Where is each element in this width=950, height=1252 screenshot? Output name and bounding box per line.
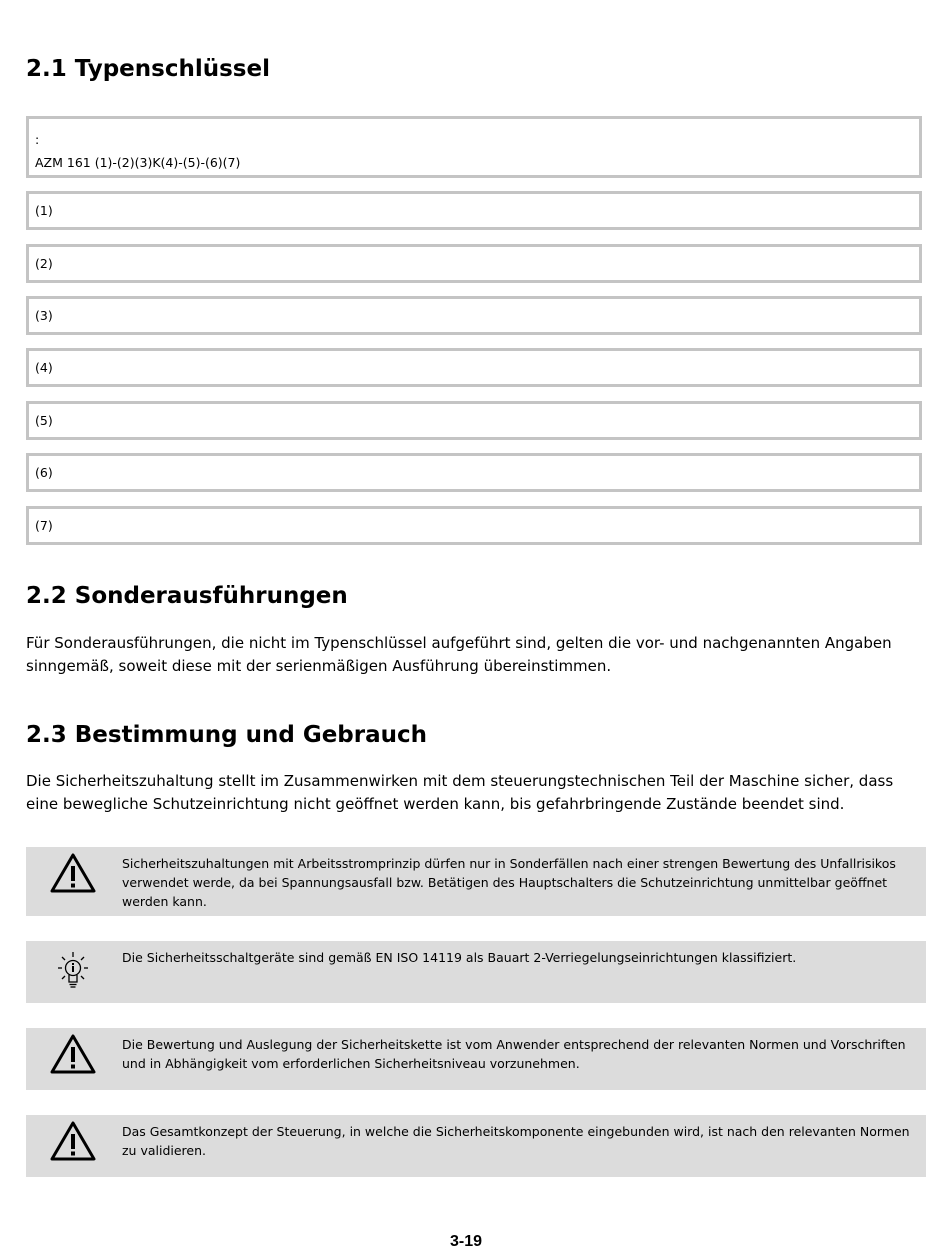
info-bulb-icon — [50, 949, 96, 991]
page-number: 3-19 — [449, 1233, 483, 1250]
order-code-box — [26, 116, 922, 178]
section-heading-intended-use: 2.3 Bestimmung und Gebrauch — [26, 722, 428, 748]
section-heading-special-versions: 2.2 Sonderausführungen — [26, 583, 348, 609]
special-versions-paragraph — [26, 632, 926, 678]
note-line: Die Sicherheitsschaltgeräte sind gemäß EN ISO 14119 als Bauart 2-Verriegelungseinrichtungen klassifiziert. — [122, 950, 797, 965]
type-key-position-2: (2) — [26, 244, 922, 283]
note-line: Sicherheitszuhaltungen mit Arbeitsstromprinzip dürfen nur in Sonderfällen nach einer strengen Bewertung des Unfallrisikos — [122, 856, 896, 871]
paragraph-line: eine bewegliche Schutzeinrichtung nicht geöffnet werden kann, bis gefahrbringende Zustände beendet sind. — [26, 795, 845, 813]
note-line: Die Bewertung und Auslegung der Sicherheitskette ist vom Anwender entsprechend der relevanten Normen und Vorschriften — [122, 1037, 906, 1052]
safety-note-warning — [26, 1115, 926, 1177]
type-key-position-6: (6) — [26, 453, 922, 492]
note-line: und in Abhängigkeit vom erforderlichen Sicherheitsniveau vorzunehmen. — [122, 1056, 580, 1071]
note-line: werden kann. — [122, 894, 207, 909]
note-line: Das Gesamtkonzept der Steuerung, in welche die Sicherheitskomponente eingebunden wird, ist nach den relevanten Normen — [122, 1124, 910, 1139]
paragraph-line: Die Sicherheitszuhaltung stellt im Zusammenwirken mit dem steuerungstechnischen Teil der Maschine sicher, dass — [26, 772, 894, 790]
note-line: verwendet werde, da bei Spannungsausfall bzw. Betätigen des Hauptschalters die Schutzeinrichtung unmittelbar geöffnet — [122, 875, 888, 890]
order-code: AZM 161 (1)-(2)(3)K(4)-(5)-(6)(7) — [35, 155, 241, 170]
paragraph-line: sinngemäß, soweit diese mit der serienmäßigen Ausführung übereinstimmen. — [26, 657, 612, 675]
safety-note-warning — [26, 847, 926, 916]
warning-icon — [50, 1033, 96, 1075]
type-key-position-3: (3) — [26, 296, 922, 335]
warning-icon — [50, 852, 96, 894]
note-line: zu validieren. — [122, 1143, 207, 1158]
safety-note-info — [26, 941, 926, 1003]
intended-use-paragraph — [26, 770, 926, 816]
warning-icon — [50, 1120, 96, 1162]
type-key-position-5: (5) — [26, 401, 922, 440]
paragraph-line: Für Sonderausführungen, die nicht im Typenschlüssel aufgeführt sind, gelten die vor- und nachgenannten Angaben — [26, 634, 892, 652]
section-heading-type-key: 2.1 Typenschlüssel — [26, 56, 270, 82]
safety-note-warning — [26, 1028, 926, 1090]
type-key-position-7: (7) — [26, 506, 922, 545]
type-key-position-1: (1) — [26, 191, 922, 230]
order-code-prefix: : — [35, 132, 40, 147]
type-key-position-4: (4) — [26, 348, 922, 387]
